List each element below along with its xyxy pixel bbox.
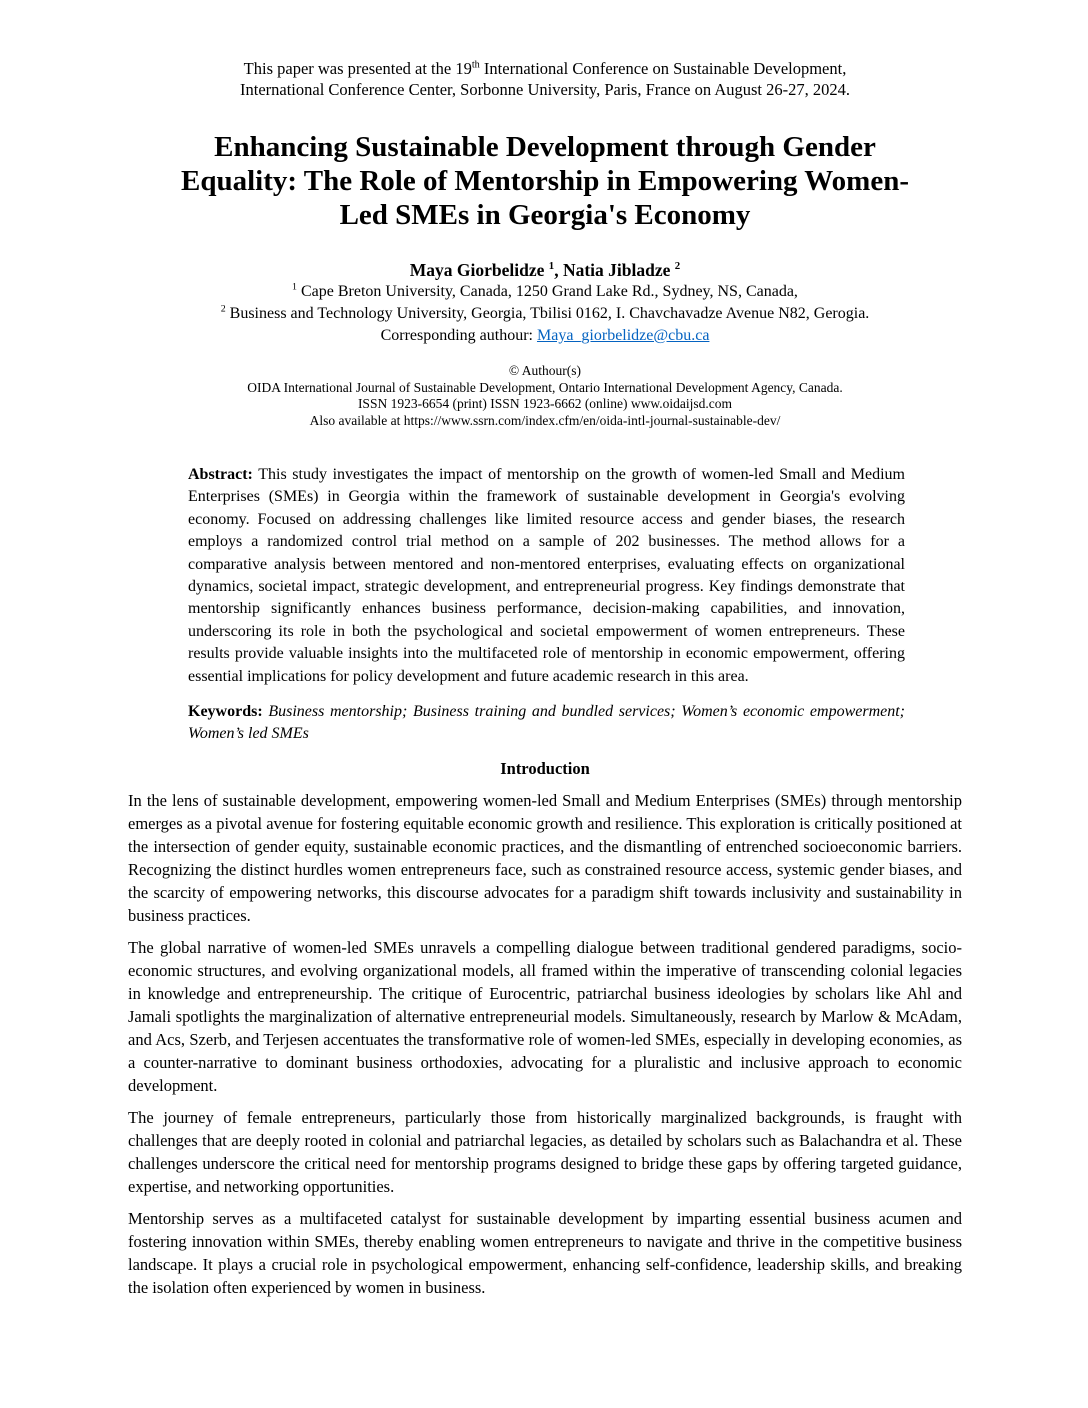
intro-paragraph-4: Mentorship serves as a multifaceted catalyst for sustainable development by imparting essential business acumen and fostering innovation within SMEs, thereby enabling women entrepreneurs to navigate and thrive in the competitive business landscape. It plays a crucial role in psychological empowerment, enhancing self-confidence, leadership skills, and breaking the isolation often experienced by women in business. — [128, 1208, 962, 1297]
copyright-line: © Authour(s) — [508, 363, 582, 378]
abstract-paragraph — [188, 464, 905, 688]
affiliation-1-mark: 1 — [292, 281, 297, 293]
intro-paragraph-1: In the lens of sustainable development, empowering women-led Small and Medium Enterprises (SMEs) through mentorship emerges as a pivotal avenue for fostering equitable economic growth and resilience. This exploration is critically positioned at the intersection of gender equity, sustainable economic practices, and the dismantling of entrenched socioeconomic barriers. Recognizing the distinct hurdles women entrepreneurs face, such as constrained resource access, systemic gender biases, and the scarcity of empowering networks, this discourse advocates for a paradigm shift towards inclusivity and sustainability in business practices. — [128, 790, 962, 925]
author-name-2: , Natia Jibladze — [554, 260, 675, 280]
corresponding-author-label: Corresponding authour: — [380, 327, 537, 344]
journal-line: OIDA International Journal of Sustainable Development, Ontario International Development Agency, Canada. — [247, 379, 843, 395]
issn-line: ISSN 1923-6654 (print) ISSN 1923-6662 (online) www.oidaijsd.com — [357, 396, 733, 411]
affiliation-1 — [128, 281, 962, 303]
intro-paragraph-3: The journey of female entrepreneurs, particularly those from historically marginalized backgrounds, is fraught with challenges that are deeply rooted in colonial and patriarchal legacies, as detailed by scholars such as Balachandra et al. These challenges underscore the critical need for mentorship programs designed to bridge these gaps by offering targeted guidance, expertise, and networking opportunities. — [128, 1107, 962, 1196]
conference-note-text: This paper was presented at the 19 — [243, 59, 472, 78]
conference-note-line1 — [128, 58, 962, 79]
introduction-heading: Introduction — [500, 758, 590, 778]
keywords-label: Keywords: — [188, 703, 263, 721]
author-1-affiliation-mark: 1 — [548, 260, 555, 273]
abstract-text: This study investigates the impact of mentorship on the growth of women-led Small and Medium Enterprises (SMEs) in Georgia within the framework of sustainable development in Georgia's evolving economy. Focused on addressing challenges like limited resource access and gender biases, the research employs a randomized control trial method on a sample of 202 businesses. The method allows for a comparative analysis between mentored and non-mentored enterprises, evaluating effects on organizational dynamics, societal impact, strategic development, and entrepreneurial progress. Key findings demonstrate that mentorship significantly enhances business performance, decision-making capabilities, and innovation, underscoring its role in both the psychological and societal empowerment of women entrepreneurs. These results provide valuable insights into the multifaceted role of mentorship in economic empowerment, offering essential implications for policy development and future academic research in this area. — [188, 466, 905, 685]
author-name-1: Maya Giorbelidze — [409, 260, 549, 280]
conference-note-text-cont: International Conference on Sustainable Development, — [479, 59, 847, 78]
authors-line — [128, 259, 962, 281]
keywords-paragraph — [188, 701, 905, 746]
conference-note-line2: International Conference Center, Sorbonne University, Paris, France on August 26-27, 2024. — [239, 80, 850, 99]
paper-title: Enhancing Sustainable Development through Gender Equality: The Role of Mentorship in Empowering Women-Led SMEs in Georgia's Economy — [180, 131, 909, 231]
abstract-label: Abstract: — [188, 466, 253, 483]
affiliation-1-text: Cape Breton University, Canada, 1250 Grand Lake Rd., Sydney, NS, Canada, — [297, 283, 798, 300]
ordinal-superscript: th — [471, 59, 480, 71]
publication-block — [128, 363, 962, 429]
affiliation-2-text: Business and Technology University, Georgia, Tbilisi 0162, I. Chavchavadze Avenue N82, Gerogia. — [225, 305, 870, 322]
intro-paragraph-2: The global narrative of women-led SMEs unravels a compelling dialogue between traditional gendered paradigms, socio-economic structures, and evolving organizational models, all framed within the imperative of transcending colonial legacies in knowledge and entrepreneurship. The critique of Eurocentric, patriarchal business ideologies by scholars like Ahl and Jamali spotlights the marginalization of alternative entrepreneurial models. Simultaneously, research by Marlow & McAdam, and Acs, Szerb, and Terjesen accentuates the transformative role of women-led SMEs, especially in developing economies, as a counter-narrative to dominant business orthodoxies, advocating for a pluralistic and inclusive approach to economic development. — [128, 937, 962, 1095]
conference-note — [128, 58, 962, 100]
keywords-text: Business mentorship; Business training and bundled services; Women’s economic empowerment; Women’s led SMEs — [188, 703, 905, 743]
affiliation-2 — [128, 303, 962, 325]
availability-line: Also available at https://www.ssrn.com/index.cfm/en/oida-intl-journal-sustainable-dev/ — [309, 412, 781, 428]
author-2-affiliation-mark: 2 — [674, 260, 681, 273]
corresponding-author-line — [128, 325, 962, 347]
affiliation-2-mark: 2 — [220, 303, 226, 315]
corresponding-author-email-link[interactable]: Maya_giorbelidze@cbu.ca — [536, 327, 710, 344]
